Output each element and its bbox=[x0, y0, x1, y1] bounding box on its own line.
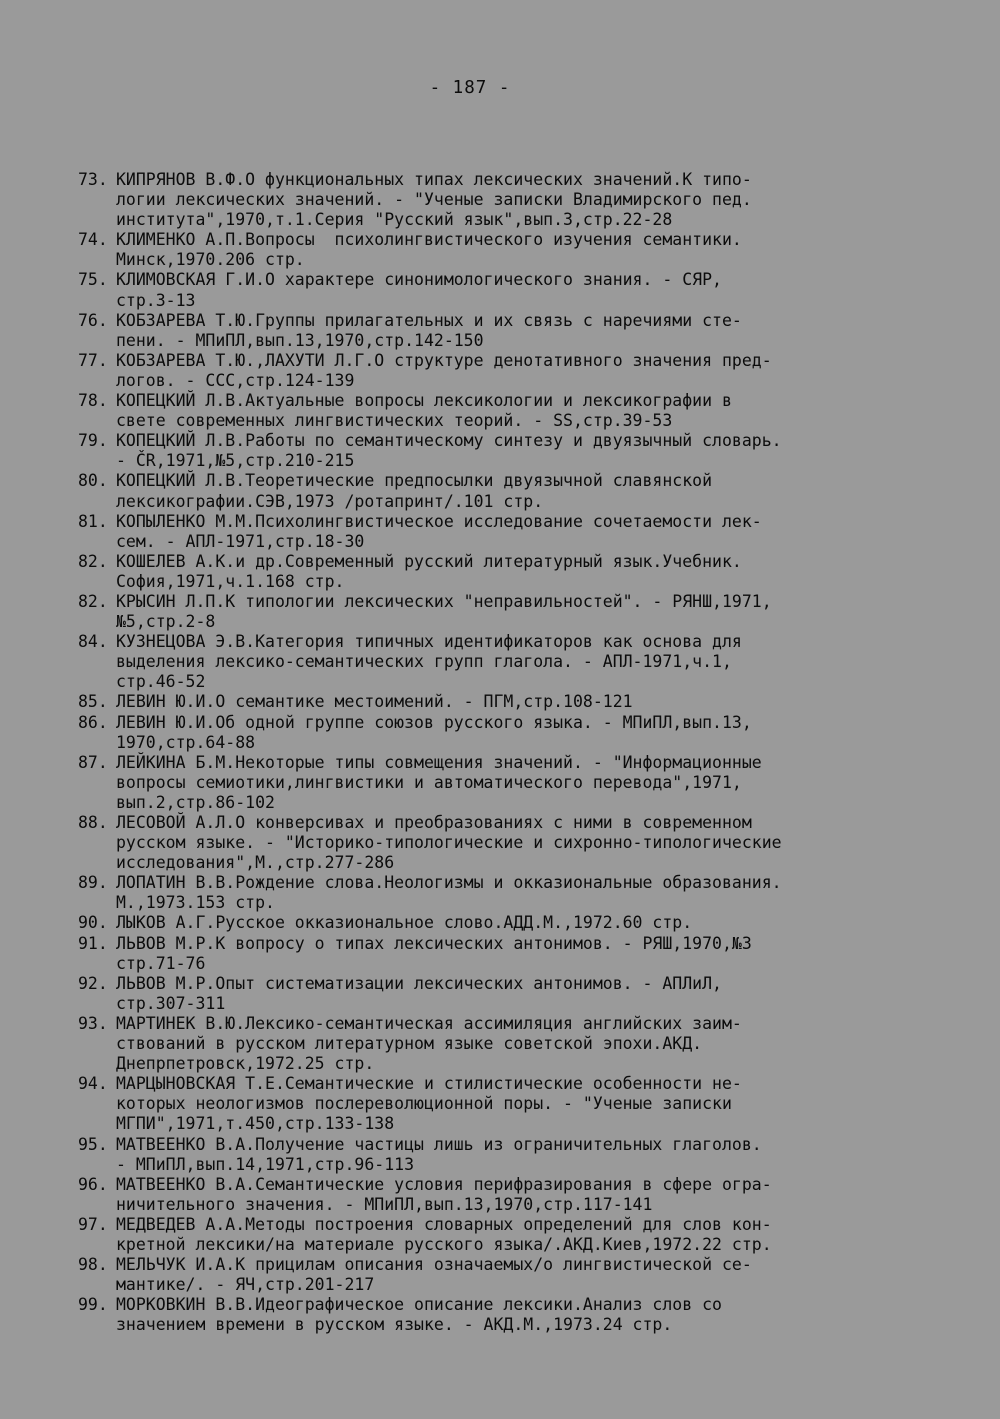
entry-text bbox=[116, 230, 938, 270]
entry-number: 84. bbox=[78, 632, 108, 652]
entry-text bbox=[116, 170, 938, 230]
entry-line: КОПЕЦКИЙ Л.В.Работы по семантическому синтезу и двуязычный словарь. bbox=[116, 431, 782, 451]
entry-line: стр.46-52 bbox=[116, 672, 206, 692]
entry-text bbox=[116, 311, 938, 351]
entry-line: ЛЕВИН Ю.И.Об одной группе союзов русского языка. - МПиПЛ,вып.13, bbox=[116, 712, 752, 732]
entry-number: 98. bbox=[78, 1255, 108, 1275]
bibliography-entry bbox=[78, 311, 938, 351]
entry-number: 89. bbox=[78, 873, 108, 893]
page-number: - 187 - bbox=[429, 78, 511, 98]
entry-line: София,1971,ч.1.168 стр. bbox=[116, 571, 345, 591]
entry-number: 87. bbox=[78, 752, 108, 772]
entry-number: 92. bbox=[78, 973, 108, 993]
entry-line: ствований в русском литературном языке советской эпохи.АКД. bbox=[116, 1034, 703, 1054]
entry-text bbox=[116, 552, 938, 592]
entry-line: МЕЛЬЧУК И.А.К прицилам описания означаемых/о лингвистической се- bbox=[116, 1255, 752, 1275]
entry-text bbox=[116, 431, 938, 471]
bibliography-entry bbox=[78, 230, 938, 270]
entry-text bbox=[116, 974, 938, 1014]
bibliography-entry bbox=[78, 1135, 938, 1175]
entry-number: 82. bbox=[78, 551, 108, 571]
entry-text bbox=[116, 1255, 938, 1295]
entry-line: ЛЕСОВОЙ А.Л.О конверсивах и преобразованиях с ними в современном bbox=[116, 813, 752, 832]
entry-text bbox=[116, 512, 938, 552]
bibliography-entry bbox=[78, 170, 938, 230]
entry-text bbox=[116, 270, 938, 310]
entry-number: 96. bbox=[78, 1174, 108, 1194]
entry-line: МГПИ",1971,т.450,стр.133-138 bbox=[116, 1114, 395, 1134]
entry-line: ЛЕВИН Ю.И.О семантике местоимений. - ПГМ,стр.108-121 bbox=[116, 692, 633, 712]
entry-number: 76. bbox=[78, 310, 108, 330]
entry-line: ничительного значения. - МПиПЛ,вып.13,1970,стр.117-141 bbox=[116, 1194, 653, 1214]
entry-line: МОРКОВКИН В.В.Идеографическое описание лексики.Анализ слов со bbox=[116, 1295, 722, 1315]
entry-text bbox=[116, 873, 938, 913]
entry-line: сем. - АПЛ-1971,стр.18-30 bbox=[116, 531, 365, 551]
bibliography-entry bbox=[78, 974, 938, 1014]
entry-text bbox=[116, 692, 938, 712]
entry-line: пени. - МПиПЛ,вып.13,1970,стр.142-150 bbox=[116, 330, 484, 350]
entry-text bbox=[116, 1014, 938, 1074]
bibliography-entry bbox=[78, 270, 938, 310]
entry-number: 99. bbox=[78, 1295, 108, 1315]
entry-line: Днепрпетровск,1972.25 стр. bbox=[116, 1054, 375, 1074]
entry-number: 85. bbox=[78, 692, 108, 712]
entry-line: ЛЕЙКИНА Б.М.Некоторые типы совмещения значений. - "Информационные bbox=[116, 752, 762, 772]
entry-text bbox=[116, 913, 938, 933]
entry-line: института",1970,т.1.Серия "Русский язык",вып.3,стр.22-28 bbox=[116, 210, 673, 230]
entry-text bbox=[116, 391, 938, 431]
entry-line: КОПЫЛЕНКО М.М.Психолингвистическое исследование сочетаемости лек- bbox=[116, 511, 762, 531]
entry-line: вып.2,стр.86-102 bbox=[116, 792, 275, 812]
entry-line: выделения лексико-семантических групп глагола. - АПЛ-1971,ч.1, bbox=[116, 652, 732, 672]
bibliography-entry bbox=[78, 1074, 938, 1134]
entry-text bbox=[116, 1215, 938, 1255]
bibliography-entry bbox=[78, 471, 938, 511]
entry-line: исследования",М.,стр.277-286 bbox=[116, 853, 395, 873]
entry-number: 82. bbox=[78, 591, 108, 611]
entry-text bbox=[116, 1074, 938, 1134]
entry-number: 94. bbox=[78, 1074, 108, 1094]
entry-line: значением времени в русском языке. - АКД.М.,1973.24 стр. bbox=[116, 1315, 673, 1335]
entry-text bbox=[116, 351, 938, 391]
entry-line: лексикографии.СЭВ,1973 /ротапринт/.101 стр. bbox=[116, 491, 544, 511]
entry-number: 93. bbox=[78, 1013, 108, 1033]
entry-line: КОШЕЛЕВ А.К.и др.Современный русский литературный язык.Учебник. bbox=[116, 551, 742, 571]
entry-text bbox=[116, 753, 938, 813]
entry-line: - ČR,1971,№5,стр.210-215 bbox=[116, 451, 355, 471]
entry-line: КОПЕЦКИЙ Л.В.Теоретические предпосылки двуязычной славянской bbox=[116, 471, 713, 491]
entry-text bbox=[116, 592, 938, 632]
bibliography-list bbox=[78, 170, 938, 1335]
entry-line: русском языке. - "Историко-типологические и сихронно-типологические bbox=[116, 833, 782, 853]
bibliography-entry bbox=[78, 512, 938, 552]
entry-line: Минск,1970.206 стр. bbox=[116, 250, 305, 270]
entry-text bbox=[116, 1175, 938, 1215]
entry-line: стр.3-13 bbox=[116, 290, 196, 310]
entry-number: 90. bbox=[78, 913, 108, 933]
entry-number: 95. bbox=[78, 1134, 108, 1154]
entry-text bbox=[116, 1135, 938, 1175]
bibliography-entry bbox=[78, 692, 938, 712]
bibliography-entry bbox=[78, 552, 938, 592]
entry-line: логов. - ССС,стр.124-139 bbox=[116, 370, 355, 390]
entry-line: МЕДВЕДЕВ А.А.Методы построения словарных определений для слов кон- bbox=[116, 1214, 772, 1234]
entry-number: 86. bbox=[78, 712, 108, 732]
entry-line: мантике/. - ЯЧ,стр.201-217 bbox=[116, 1275, 375, 1295]
entry-number: 80. bbox=[78, 471, 108, 491]
entry-text bbox=[116, 713, 938, 753]
entry-text bbox=[116, 813, 938, 873]
entry-line: - МПиПЛ,вып.14,1971,стр.96-113 bbox=[116, 1154, 415, 1174]
entry-line: МАРЦЫНОВСКАЯ Т.Е.Семантические и стилистические особенности не- bbox=[116, 1074, 742, 1094]
bibliography-entry bbox=[78, 1175, 938, 1215]
entry-line: КИПРЯНОВ В.Ф.О функциональных типах лексических значений.К типо- bbox=[116, 170, 752, 189]
entry-line: стр.307-311 bbox=[116, 993, 226, 1013]
bibliography-entry bbox=[78, 913, 938, 933]
bibliography-entry bbox=[78, 351, 938, 391]
entry-line: свете современных лингвистических теорий. - SS,стр.39-53 bbox=[116, 411, 673, 431]
entry-text bbox=[116, 632, 938, 692]
entry-number: 78. bbox=[78, 391, 108, 411]
entry-line: КЛИМОВСКАЯ Г.И.О характере синонимологического знания. - СЯР, bbox=[116, 270, 722, 290]
bibliography-entry bbox=[78, 1295, 938, 1335]
bibliography-entry bbox=[78, 713, 938, 753]
entry-line: КОБЗАРЕВА Т.Ю.,ЛАХУТИ Л.Г.О структуре денотативного значения пред- bbox=[116, 350, 772, 370]
entry-number: 75. bbox=[78, 270, 108, 290]
bibliography-entry bbox=[78, 431, 938, 471]
entry-line: ЛОПАТИН В.В.Рождение слова.Неологизмы и окказиональные образования. bbox=[116, 873, 782, 893]
bibliography-entry bbox=[78, 1215, 938, 1255]
entry-number: 74. bbox=[78, 230, 108, 250]
entry-text bbox=[116, 1295, 938, 1335]
entry-line: КЛИМЕНКО А.П.Вопросы психолингвистического изучения семантики. bbox=[116, 230, 742, 250]
entry-line: кретной лексики/на материале русского языка/.АКД.Киев,1972.22 стр. bbox=[116, 1234, 772, 1254]
entry-number: 81. bbox=[78, 511, 108, 531]
bibliography-entry bbox=[78, 873, 938, 913]
entry-text bbox=[116, 471, 938, 511]
entry-line: №5,стр.2-8 bbox=[116, 612, 216, 632]
entry-line: МАТВЕЕНКО В.А.Семантические условия перифразирования в сфере огра- bbox=[116, 1174, 772, 1194]
bibliography-entry bbox=[78, 1255, 938, 1295]
bibliography-entry bbox=[78, 592, 938, 632]
entry-line: МАТВЕЕНКО В.А.Получение частицы лишь из ограничительных глаголов. bbox=[116, 1134, 762, 1154]
bibliography-entry bbox=[78, 753, 938, 813]
entry-line: логии лексических значений. - "Ученые записки Владимирского пед. bbox=[116, 190, 752, 210]
entry-line: вопросы семиотики,лингвистики и автоматического перевода",1971, bbox=[116, 772, 742, 792]
entry-number: 88. bbox=[78, 813, 108, 832]
entry-line: М.,1973.153 стр. bbox=[116, 893, 275, 913]
entry-number: 91. bbox=[78, 933, 108, 953]
entry-line: КОПЕЦКИЙ Л.В.Актуальные вопросы лексикологии и лексикографии в bbox=[116, 391, 732, 411]
bibliography-entry bbox=[78, 391, 938, 431]
entry-line: КУЗНЕЦОВА Э.В.Категория типичных идентификаторов как основа для bbox=[116, 632, 742, 652]
bibliography-entry bbox=[78, 813, 938, 873]
entry-number: 73. bbox=[78, 170, 108, 189]
entry-line: ЛЬВОВ М.Р.Опыт систематизации лексических антонимов. - АПЛиЛ, bbox=[116, 973, 722, 993]
entry-line: которых неологизмов послереволюционной поры. - "Ученые записки bbox=[116, 1094, 732, 1114]
entry-number: 79. bbox=[78, 431, 108, 451]
bibliography-entry bbox=[78, 632, 938, 692]
bibliography-entry bbox=[78, 934, 938, 974]
entry-line: КРЫСИН Л.П.К типологии лексических "неправильностей". - РЯНШ,1971, bbox=[116, 591, 772, 611]
entry-number: 77. bbox=[78, 350, 108, 370]
entry-line: ЛЬВОВ М.Р.К вопросу о типах лексических антонимов. - РЯШ,1970,№3 bbox=[116, 933, 752, 953]
entry-line: МАРТИНЕК В.Ю.Лексико-семантическая ассимиляция английских заим- bbox=[116, 1013, 742, 1033]
entry-line: 1970,стр.64-88 bbox=[116, 732, 256, 752]
entry-line: КОБЗАРЕВА Т.Ю.Группы прилагательных и их связь с наречиями сте- bbox=[116, 310, 742, 330]
entry-line: стр.71-76 bbox=[116, 953, 206, 973]
entry-text bbox=[116, 934, 938, 974]
entry-line: ЛЫКОВ А.Г.Русское окказиональное слово.АДД.М.,1972.60 стр. bbox=[116, 913, 693, 933]
bibliography-entry bbox=[78, 1014, 938, 1074]
entry-number: 97. bbox=[78, 1214, 108, 1234]
